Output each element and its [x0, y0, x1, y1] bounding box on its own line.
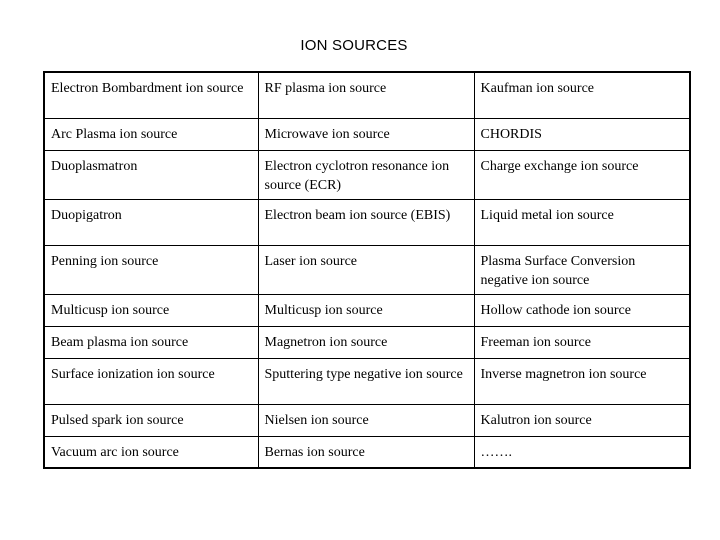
table-cell: Sputtering type negative ion source [258, 358, 474, 404]
table-row [44, 358, 690, 404]
table-row [44, 326, 690, 358]
table-cell: Inverse magnetron ion source [474, 358, 690, 404]
table-row [44, 199, 690, 245]
table-cell: Multicusp ion source [258, 294, 474, 326]
table-cell: Surface ionization ion source [44, 358, 258, 404]
table-row [44, 294, 690, 326]
table-row [44, 118, 690, 150]
table-cell: Bernas ion source [258, 436, 474, 468]
table-cell: CHORDIS [474, 118, 690, 150]
table-cell: Electron beam ion source (EBIS) [258, 199, 474, 245]
table-cell: Microwave ion source [258, 118, 474, 150]
table-cell: ……. [474, 436, 690, 468]
table-cell: Nielsen ion source [258, 404, 474, 436]
table-cell: RF plasma ion source [258, 72, 474, 118]
table-cell: Electron cyclotron resonance ion source (ECR) [258, 150, 474, 199]
table-cell: Duopigatron [44, 199, 258, 245]
table-cell: Magnetron ion source [258, 326, 474, 358]
table-cell: Laser ion source [258, 245, 474, 294]
table-cell: Plasma Surface Conversion negative ion source [474, 245, 690, 294]
page-title: ION SOURCES [300, 37, 408, 54]
table-cell: Kalutron ion source [474, 404, 690, 436]
table-cell: Multicusp ion source [44, 294, 258, 326]
table-row [44, 150, 690, 199]
table-cell: Hollow cathode ion source [474, 294, 690, 326]
table-cell: Liquid metal ion source [474, 199, 690, 245]
table-cell: Beam plasma ion source [44, 326, 258, 358]
table-cell: Pulsed spark ion source [44, 404, 258, 436]
table-row [44, 72, 690, 118]
table-cell: Penning ion source [44, 245, 258, 294]
table-cell: Freeman ion source [474, 326, 690, 358]
table-cell: Arc Plasma ion source [44, 118, 258, 150]
table-cell: Vacuum arc ion source [44, 436, 258, 468]
table-cell: Electron Bombardment ion source [44, 72, 258, 118]
table-row [44, 245, 690, 294]
table-cell: Kaufman ion source [474, 72, 690, 118]
table-row [44, 404, 690, 436]
table-cell: Duoplasmatron [44, 150, 258, 199]
ion-sources-table [43, 71, 691, 469]
table-cell: Charge exchange ion source [474, 150, 690, 199]
table-row [44, 436, 690, 468]
